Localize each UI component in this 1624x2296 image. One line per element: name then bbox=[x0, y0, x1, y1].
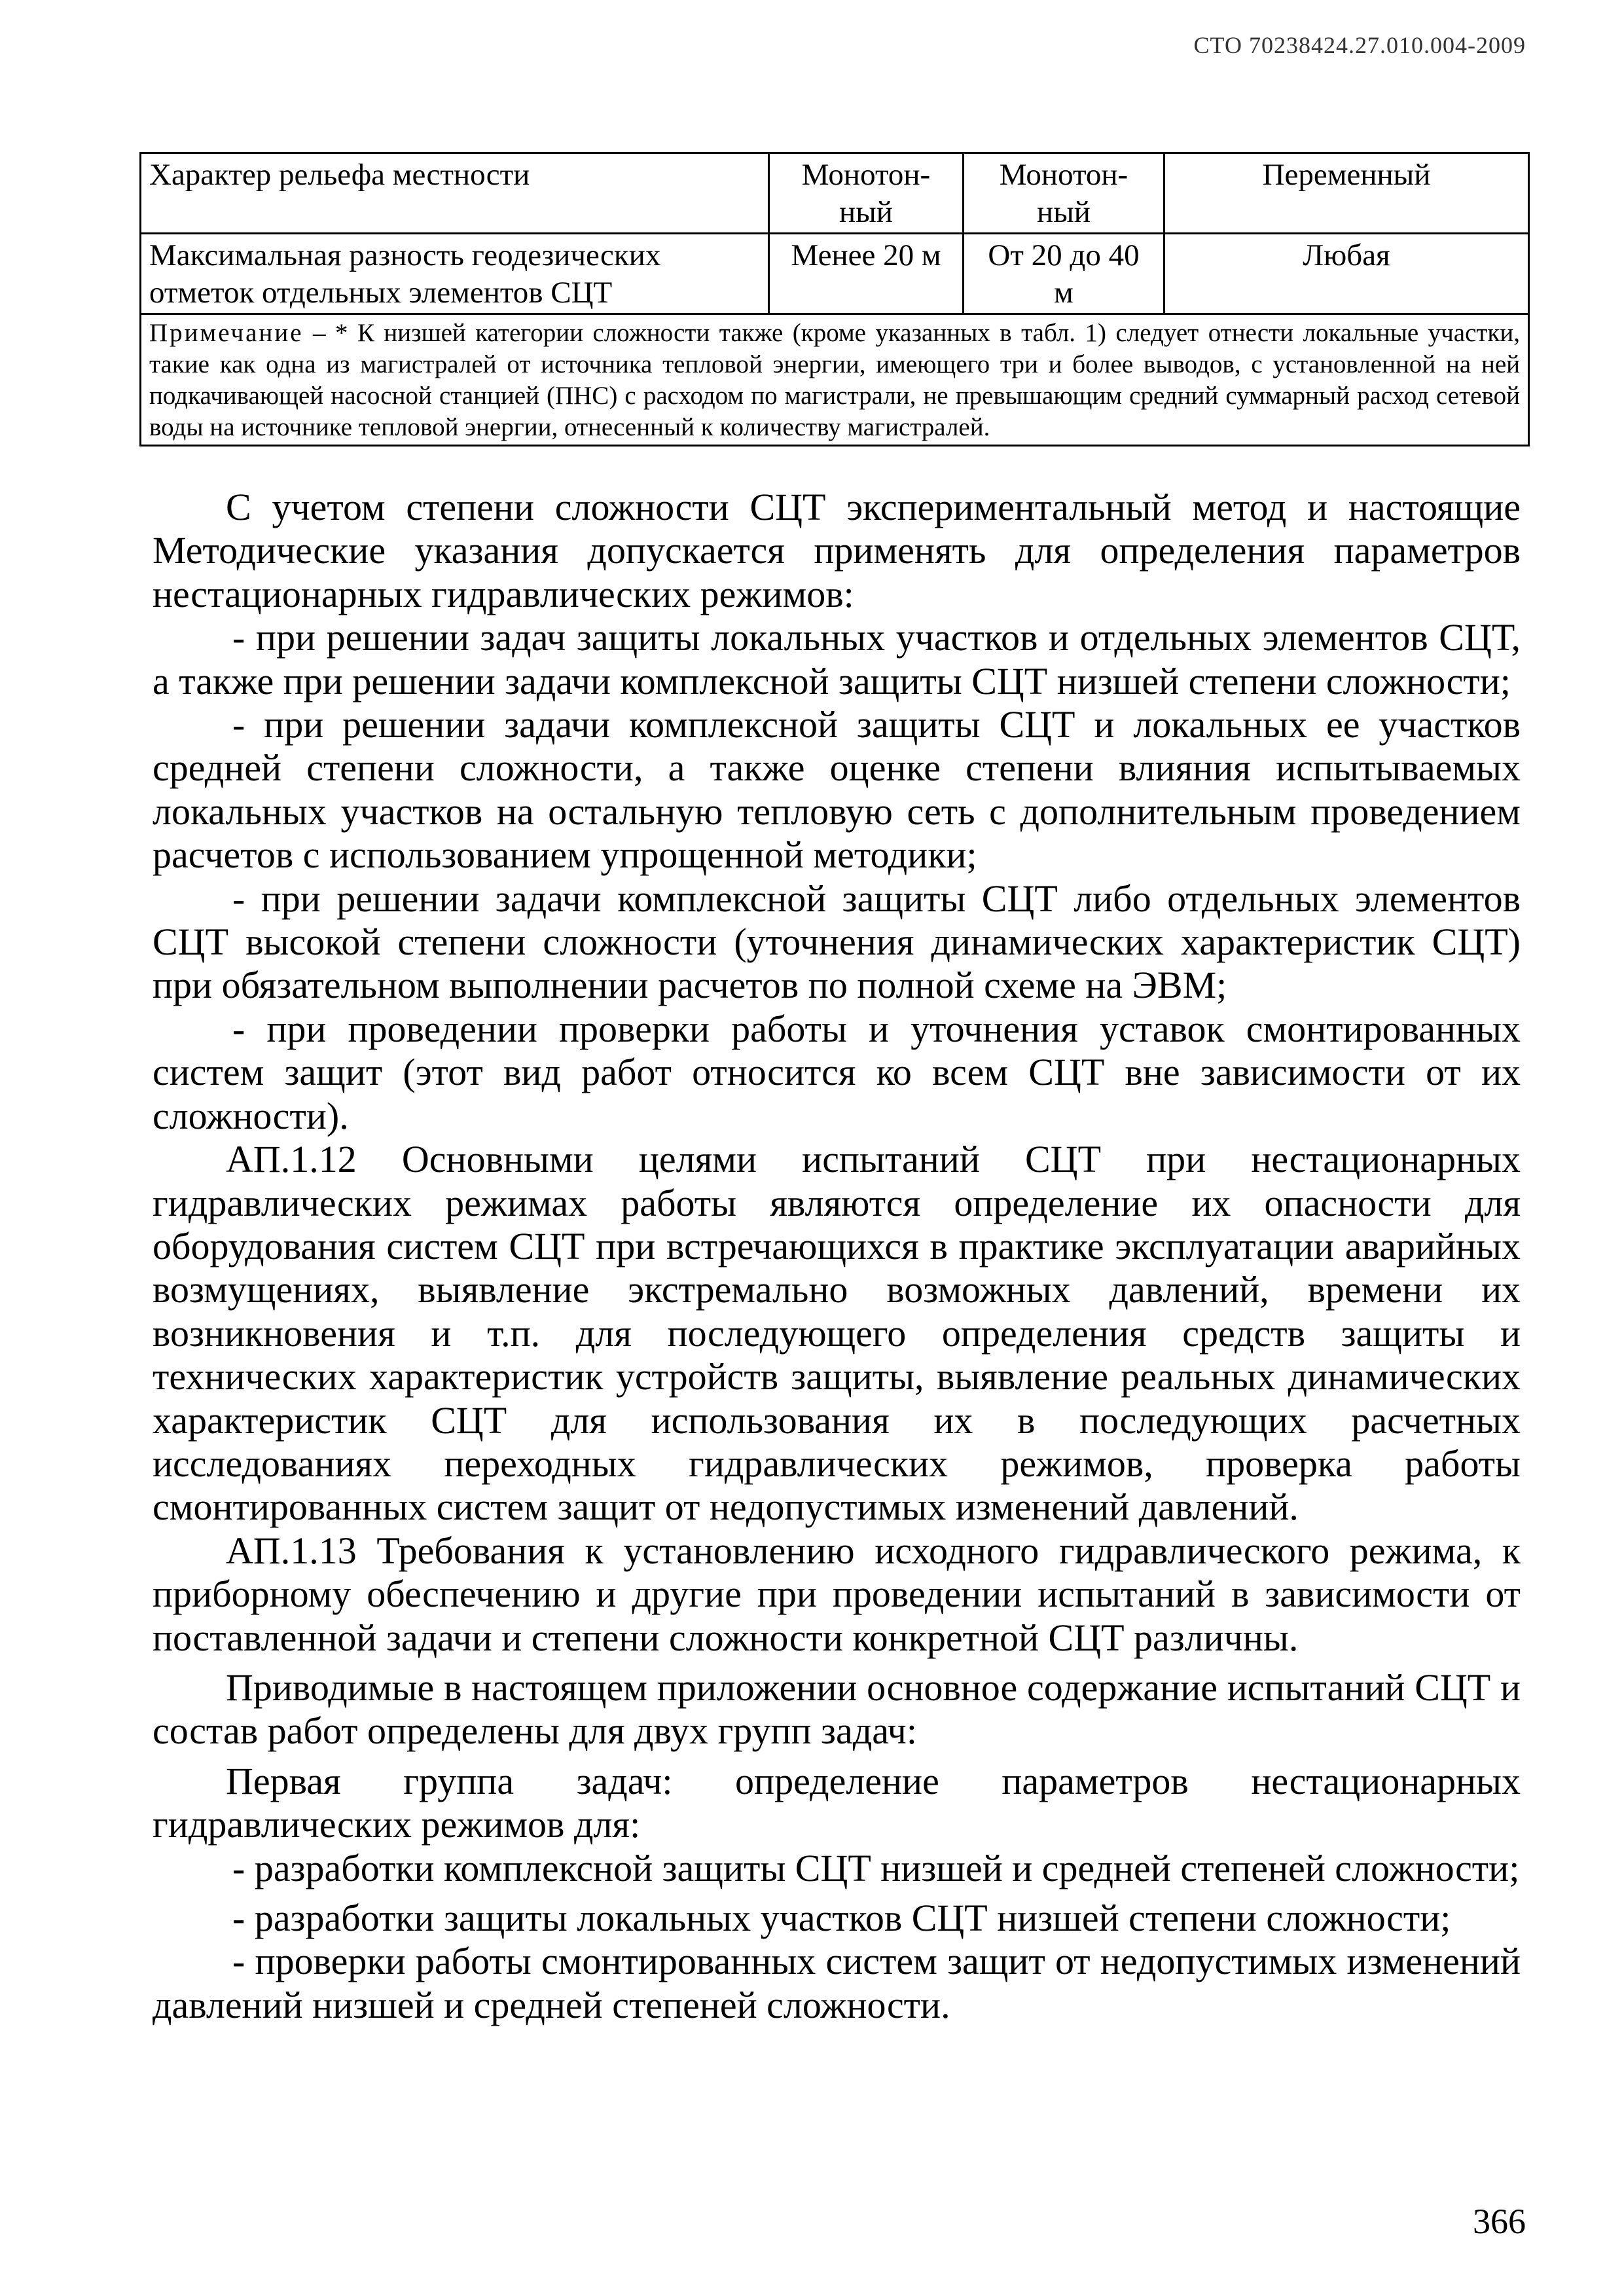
table-cell bbox=[964, 234, 1164, 314]
paragraph: С учетом степени сложности СЦТ экспериментальный метод и настоящие Методические указания допускается применять для определения параметров нестационарных гидравлических режимов: bbox=[153, 486, 1521, 615]
relief-table bbox=[139, 152, 1530, 446]
page-number: 366 bbox=[1473, 2202, 1526, 2241]
table-cell: Менее 20 м bbox=[769, 234, 964, 314]
table-cell bbox=[769, 153, 964, 234]
table-note bbox=[141, 314, 1529, 446]
note-text: – * К низшей категории сложности также (кроме указанных в табл. 1) следует отнести локальные участки, такие как одна из магистралей от источника тепловой энергии, имеющего три и более выводов, с установленной на ней подкачивающей насосной станцией (ПНС) с расходом по магистрали, не превышающим средний суммарный расход сетевой воды на источнике тепловой энергии, отнесенный к количеству магистралей. bbox=[149, 319, 1520, 441]
note-label: Примечание bbox=[149, 319, 304, 347]
list-item: - проверки работы смонтированных систем защит от недопустимых изменений давлений низшей и средней степеней сложности. bbox=[153, 1940, 1521, 2026]
list-item: - разработки защиты локальных участков СЦТ низшей степени сложности; bbox=[232, 1897, 1451, 1939]
list-item: - при проведении проверки работы и уточнения уставок смонтированных систем защит (этот вид работ относится ко всем СЦТ вне зависимости от их сложности). bbox=[153, 1007, 1521, 1137]
paragraph: АП.1.13 Требования к установлению исходного гидравлического режима, к приборному обеспечению и другие при проведении испытаний в зависимости от поставленной задачи и степени сложности конкретной СЦТ различны. bbox=[153, 1529, 1521, 1659]
cell-line: Максимальная разность геодезических bbox=[149, 238, 661, 272]
table-cell: Переменный bbox=[1164, 153, 1529, 234]
table-cell-label bbox=[141, 234, 769, 314]
list-item: - при решении задачи комплексной защиты СЦТ и локальных ее участков средней степени сложности, а также оценке степени влияния испытываемых локальных участков на остальную тепловую сеть с дополнительным проведением расчетов с использованием упрощенной методики; bbox=[153, 703, 1521, 877]
table-cell-label: Характер рельефа местности bbox=[141, 153, 769, 234]
cell-line: ный bbox=[1037, 195, 1091, 229]
paragraph: Первая группа задач: определение параметров нестационарных гидравлических режимов для: bbox=[153, 1759, 1521, 1846]
list-item: - при решении задач защиты локальных участков и отдельных элементов СЦТ, а также при решении задачи комплексной защиты СЦТ низшей степени сложности; bbox=[153, 616, 1521, 702]
table-cell bbox=[964, 153, 1164, 234]
paragraph: АП.1.12 Основными целями испытаний СЦТ при нестационарных гидравлических режимах работы являются определение их опасности для оборудования систем СЦТ при встречающихся в практике эксплуатации аварийных возмущениях, выявление экстремально возможных давлений, времени их возникновения и т.п. для последующего определения средств защиты и технических характеристик устройств защиты, выявление реальных динамических характеристик СЦТ для использования их в последующих расчетных исследованиях переходных гидравлических режимов, проверка работы смонтированных систем защит от недопустимых изменений давлений. bbox=[153, 1138, 1521, 1529]
cell-line: м bbox=[1054, 276, 1074, 310]
document-code: СТО 70238424.27.010.004-2009 bbox=[1193, 32, 1526, 58]
cell-line: отметок отдельных элементов СЦТ bbox=[149, 276, 613, 310]
cell-line: Монотон- bbox=[999, 158, 1128, 192]
table-row bbox=[141, 314, 1529, 446]
paragraph: Приводимые в настоящем приложении основное содержание испытаний СЦТ и состав работ определены для двух групп задач: bbox=[153, 1666, 1521, 1753]
table-row bbox=[141, 234, 1529, 314]
list-item: - при решении задачи комплексной защиты СЦТ либо отдельных элементов СЦТ высокой степени сложности (уточнения динамических характеристик СЦТ) при обязательном выполнении расчетов по полной схеме на ЭВМ; bbox=[153, 877, 1521, 1007]
list-item: - разработки комплексной защиты СЦТ низшей и средней степеней сложности; bbox=[232, 1846, 1520, 1889]
cell-line: ный bbox=[839, 195, 893, 229]
body-text bbox=[153, 486, 1521, 2027]
cell-line: Монотон- bbox=[801, 158, 931, 192]
table-cell: Любая bbox=[1164, 234, 1529, 314]
cell-line: От 20 до 40 bbox=[988, 238, 1140, 272]
table-row bbox=[141, 153, 1529, 234]
